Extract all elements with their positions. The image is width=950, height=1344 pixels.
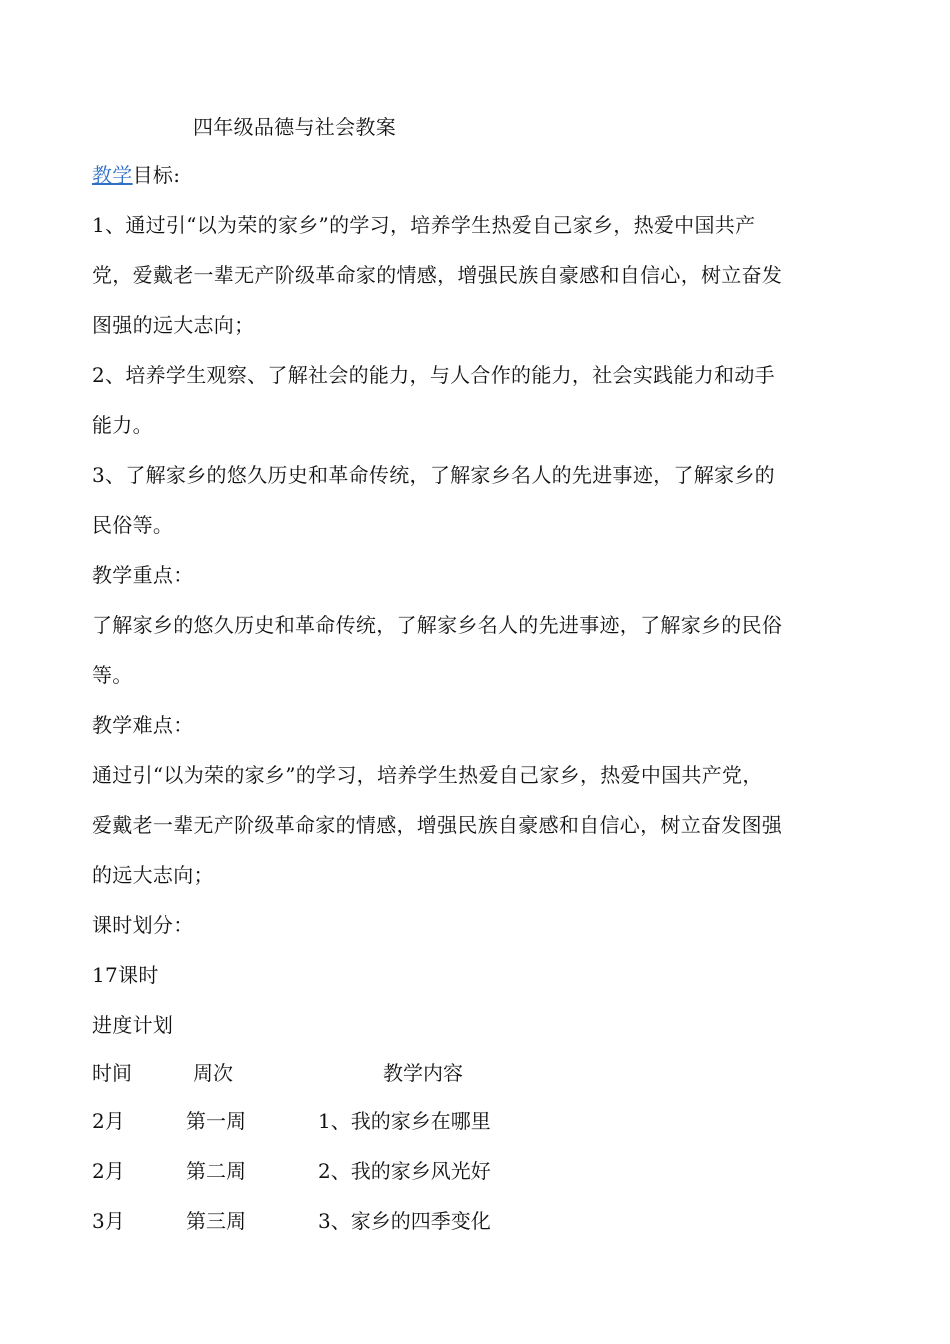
- row-week: 第一周: [186, 1109, 246, 1133]
- row-month: 2月: [92, 1109, 125, 1133]
- hours-heading: 课时划分：: [92, 913, 194, 937]
- difficulties-line: 的远大志向；: [92, 863, 214, 887]
- row-content: 1、我的家乡在哪里: [318, 1109, 491, 1133]
- goal-line: 能力。: [92, 413, 153, 437]
- key-points-line: 了解家乡的悠久历史和革命传统，了解家乡名人的先进事迹，了解家乡的民俗: [92, 613, 783, 637]
- column-header-content: 教学内容: [383, 1061, 463, 1085]
- goal-line: 民俗等。: [92, 513, 174, 537]
- column-header-week: 周次: [193, 1061, 233, 1085]
- row-month: 3月: [92, 1209, 125, 1233]
- column-header-time: 时间: [92, 1061, 132, 1085]
- goal-line: 3、了解家乡的悠久历史和革命传统，了解家乡名人的先进事迹，了解家乡的: [92, 463, 775, 487]
- row-month: 2月: [92, 1159, 125, 1183]
- document-title: 四年级品德与社会教案: [193, 115, 396, 139]
- row-content: 3、家乡的四季变化: [318, 1209, 491, 1233]
- goal-line: 2、培养学生观察、了解社会的能力，与人合作的能力，社会实践能力和动手: [92, 363, 775, 387]
- goal-line: 图强的远大志向；: [92, 313, 255, 337]
- difficulties-line: 通过引“以为荣的家乡”的学习，培养学生热爱自己家乡，热爱中国共产党，: [92, 763, 763, 787]
- difficulties-line: 爱戴老一辈无产阶级革命家的情感，增强民族自豪感和自信心，树立奋发图强: [92, 813, 783, 837]
- key-points-line: 等。: [92, 663, 133, 687]
- goals-heading-text: 目标:: [132, 163, 181, 187]
- key-points-heading: 教学重点：: [92, 563, 194, 587]
- schedule-heading: 进度计划: [92, 1013, 174, 1037]
- teaching-link[interactable]: 教学: [92, 163, 133, 187]
- row-week: 第三周: [186, 1209, 246, 1233]
- goals-heading: [92, 160, 180, 190]
- goal-line: 党，爱戴老一辈无产阶级革命家的情感，增强民族自豪感和自信心，树立奋发: [92, 263, 783, 287]
- row-week: 第二周: [186, 1159, 246, 1183]
- goal-line: 1、通过引“以为荣的家乡”的学习，培养学生热爱自己家乡，热爱中国共产: [92, 213, 756, 237]
- hours-value: 17课时: [92, 963, 159, 987]
- row-content: 2、我的家乡风光好: [318, 1159, 491, 1183]
- difficulties-heading: 教学难点：: [92, 713, 194, 737]
